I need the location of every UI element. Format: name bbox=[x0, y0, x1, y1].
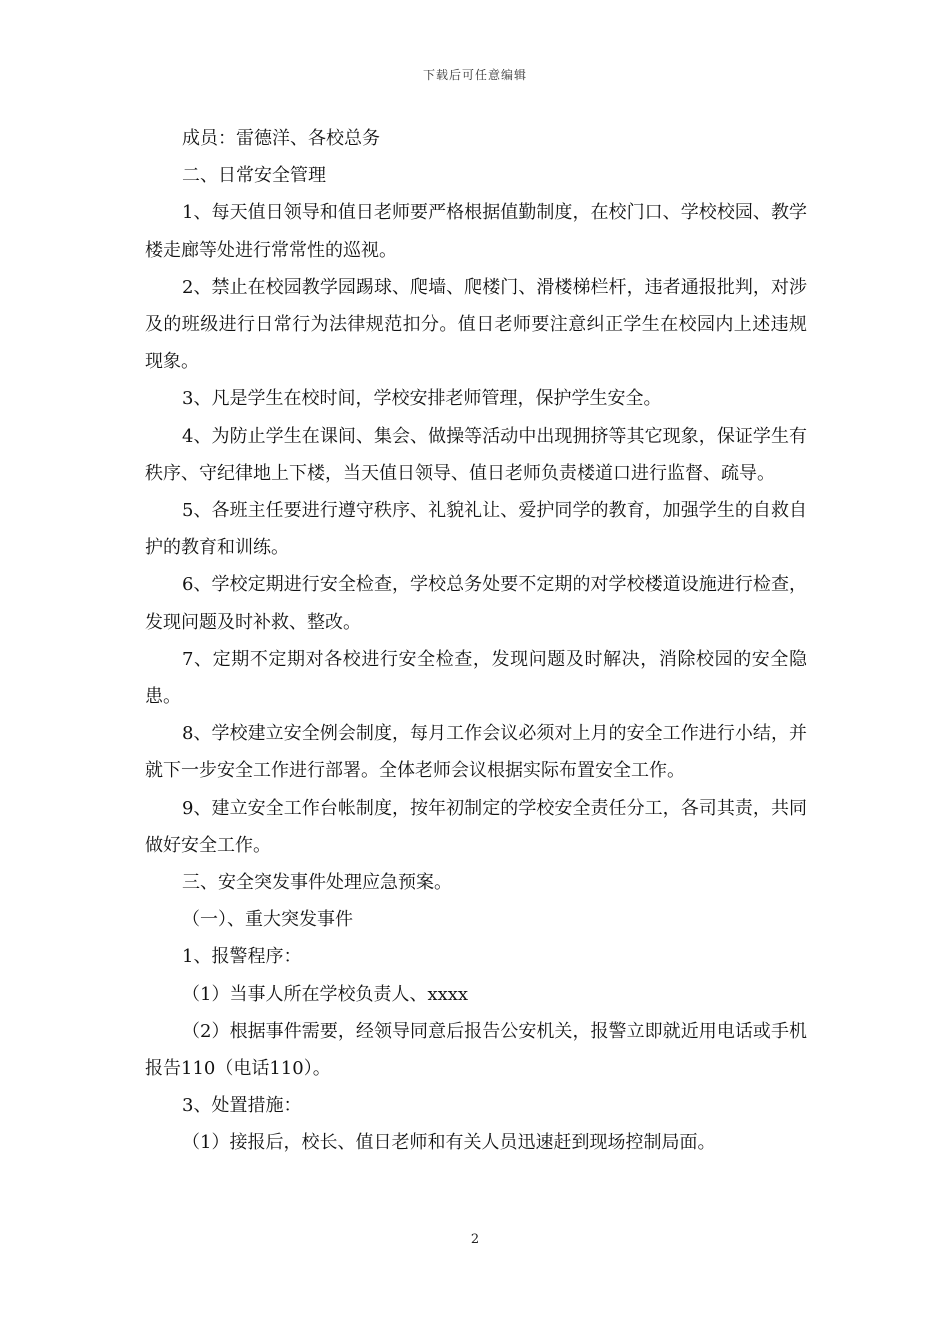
paragraph-handling-measures: 3、处置措施： bbox=[182, 1095, 302, 1117]
paragraph-alarm-procedure: 1、报警程序： bbox=[182, 946, 302, 968]
paragraph-item-2: 2、禁止在校园教学园踢球、爬墙、爬楼门、滑楼梯栏杆，违者通报批判，对涉及的班级进行日常行为法律规范扣分。值日老师要注意纠正学生在校园内上述违规现象。 bbox=[145, 276, 807, 373]
paragraph-item-1: 1、每天值日领导和值日老师要严格根据值勤制度，在校门口、学校校园、教学楼走廊等处进行常常性的巡视。 bbox=[145, 202, 807, 261]
section-heading-emergency-plan: 三、安全突发事件处理应急预案。 bbox=[182, 872, 452, 894]
paragraph-item-9: 9、建立安全工作台帐制度，按年初制定的学校安全责任分工，各司其责，共同做好安全工作。 bbox=[145, 797, 807, 856]
paragraph-item-6: 6、学校定期进行安全检查，学校总务处要不定期的对学校楼道设施进行检查，发现问题及时补救、整改。 bbox=[145, 574, 807, 633]
paragraph-alarm-step-1: （1）当事人所在学校负责人、xxxx bbox=[182, 983, 469, 1005]
subsection-heading-major-incident: （一）、重大突发事件 bbox=[182, 909, 353, 931]
paragraph-measure-step-1: （1）接报后，校长、值日老师和有关人员迅速赶到现场控制局面。 bbox=[182, 1132, 716, 1154]
section-heading-daily-safety: 二、日常安全管理 bbox=[182, 165, 326, 187]
paragraph-alarm-step-2: （2）根据事件需要，经领导同意后报告公安机关，报警立即就近用电话或手机报告110（电话110）。 bbox=[145, 1020, 807, 1080]
paragraph-item-3: 3、凡是学生在校时间，学校安排老师管理，保护学生安全。 bbox=[182, 388, 662, 410]
paragraph-members: 成员：雷德洋、各校总务 bbox=[182, 128, 380, 149]
paragraph-item-5: 5、各班主任要进行遵守秩序、礼貌礼让、爱护同学的教育，加强学生的自救自护的教育和训练。 bbox=[145, 500, 807, 559]
page-header: 下载后可任意编辑 bbox=[422, 68, 527, 82]
page-number: 2 bbox=[470, 1232, 480, 1247]
paragraph-item-8: 8、学校建立安全例会制度，每月工作会议必须对上月的安全工作进行小结，并就下一步安全工作进行部署。全体老师会议根据实际布置安全工作。 bbox=[145, 723, 807, 782]
paragraph-item-7: 7、定期不定期对各校进行安全检查，发现问题及时解决，消除校园的安全隐患。 bbox=[145, 648, 807, 708]
document-body bbox=[145, 120, 807, 1162]
paragraph-item-4: 4、为防止学生在课间、集会、做操等活动中出现拥挤等其它现象，保证学生有秩序、守纪律地上下楼，当天值日领导、值日老师负责楼道口进行监督、疏导。 bbox=[145, 425, 807, 484]
